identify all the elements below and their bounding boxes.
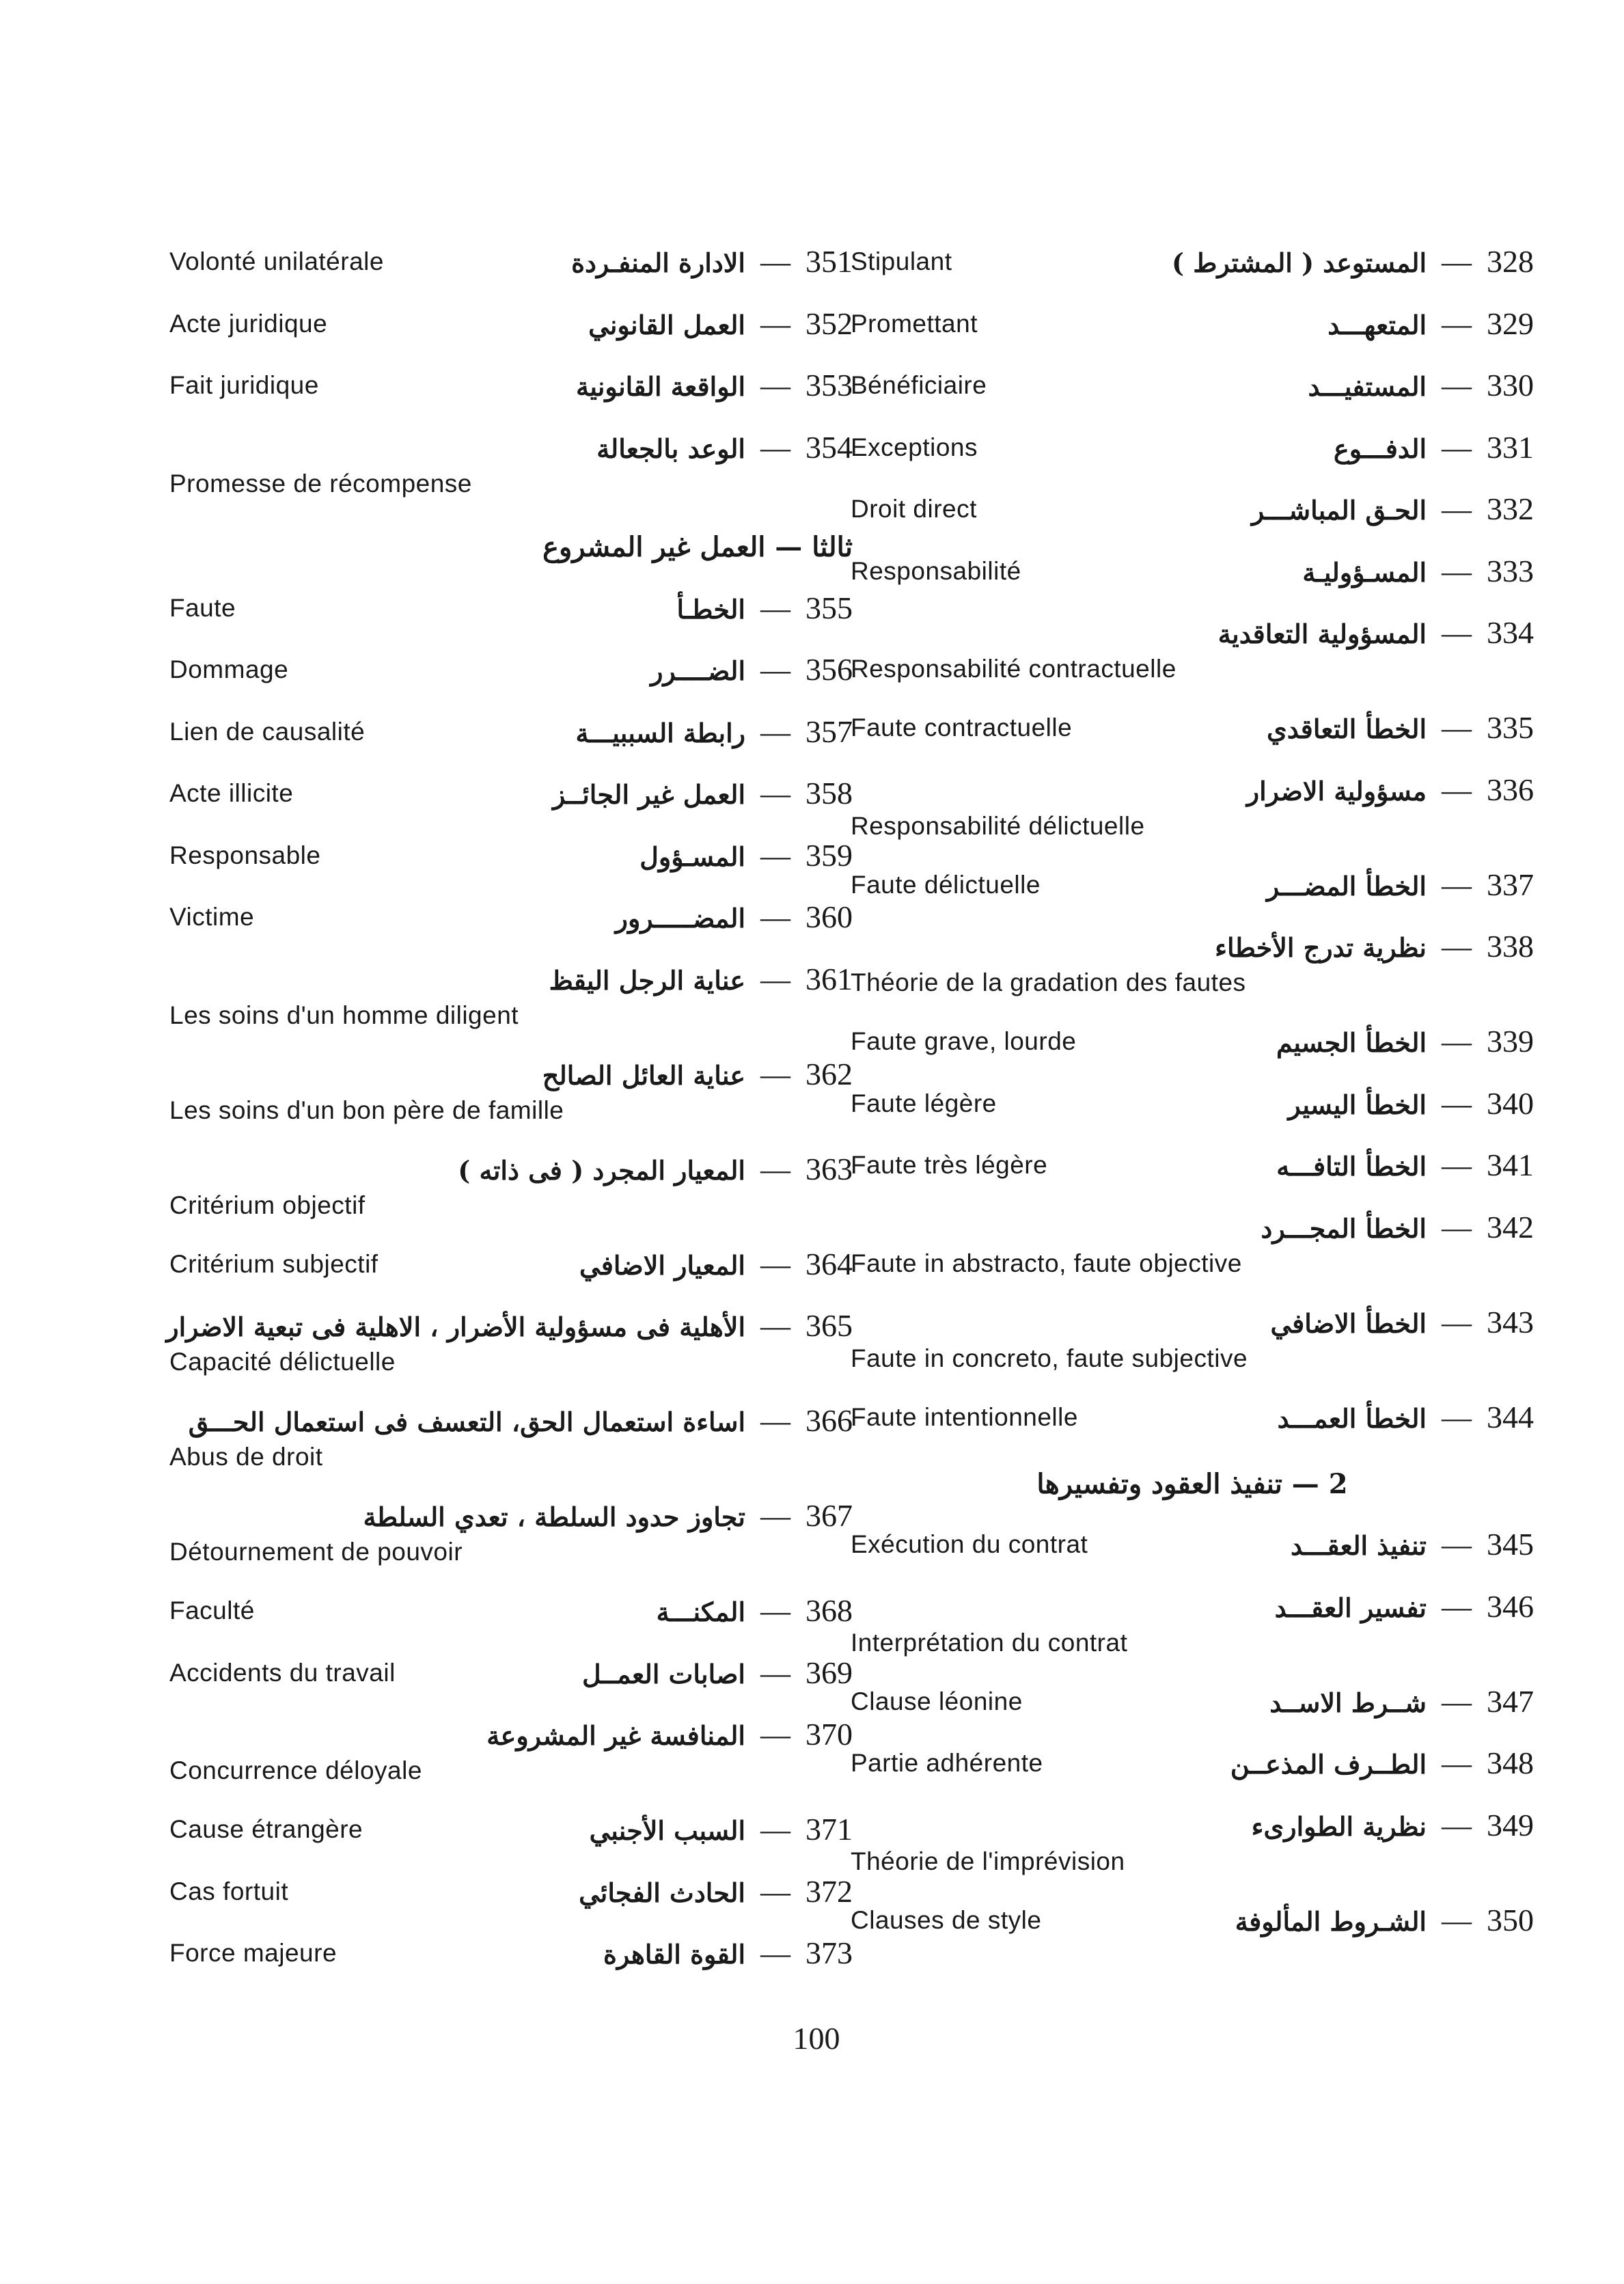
arabic-term: الخطأ اليسير: [1288, 1089, 1427, 1120]
arabic-term: المتعهـــد: [1327, 309, 1427, 340]
arabic-term-group: [542, 1056, 853, 1092]
arabic-term-group: [553, 775, 853, 811]
glossary-entry: [166, 1298, 853, 1393]
arabic-term-group: [1276, 1147, 1534, 1183]
glossary-entry: [851, 700, 1534, 762]
glossary-entry: [169, 234, 853, 296]
french-term: Critérium objectif: [169, 1191, 366, 1219]
glossary-entry: [851, 1389, 1534, 1452]
entry-number: 367: [806, 1498, 853, 1533]
separator-dash: —: [1442, 1210, 1472, 1245]
glossary-entry: [169, 1925, 853, 1987]
separator-dash: —: [1442, 1903, 1472, 1938]
separator-dash: —: [760, 777, 790, 811]
glossary-entry: [851, 420, 1534, 482]
glossary-entry: [851, 1199, 1534, 1294]
arabic-term: المنافسة غير المشروعة: [486, 1720, 745, 1751]
separator-dash: —: [760, 591, 790, 625]
arabic-term: تنفيذ العقـــد: [1291, 1530, 1427, 1561]
glossary-entry: [169, 828, 853, 890]
separator-dash: —: [760, 715, 790, 749]
french-term: Faculté: [169, 1596, 255, 1624]
arabic-term: المستوعد ( المشترط ): [1172, 247, 1427, 278]
arabic-term: اصابات العمــل: [581, 1658, 745, 1689]
arabic-term: الادارة المنفـردة: [571, 247, 745, 278]
entry-number: 332: [1487, 491, 1534, 526]
french-term: Fait juridique: [169, 371, 319, 399]
arabic-term-group: [1269, 1683, 1534, 1719]
separator-dash: —: [1442, 493, 1472, 526]
french-term: Faute in abstracto, faute objective: [851, 1249, 1242, 1277]
separator-dash: —: [1442, 307, 1472, 341]
arabic-term: المكنـــة: [656, 1596, 745, 1627]
arabic-term: العمل القانوني: [588, 309, 745, 340]
separator-dash: —: [1442, 369, 1472, 403]
entry-number: 334: [1487, 615, 1534, 650]
arabic-term: الضــــرر: [650, 655, 745, 686]
glossary-entry: [851, 357, 1534, 420]
arabic-term: المضـــــرور: [615, 903, 745, 934]
entry-number: 361: [806, 961, 853, 996]
arabic-term-group: [1291, 1526, 1534, 1562]
glossary-entry: [169, 1046, 853, 1141]
arabic-term-group: [1215, 928, 1534, 964]
french-term: Abus de droit: [169, 1443, 323, 1471]
separator-dash: —: [1442, 1400, 1472, 1435]
entry-number: 371: [806, 1812, 853, 1847]
separator-dash: —: [760, 1875, 790, 1909]
arabic-term: المسـؤول: [639, 841, 745, 872]
arabic-term-group: [189, 1402, 853, 1439]
separator-dash: —: [760, 1057, 790, 1091]
separator-dash: —: [760, 1656, 790, 1690]
french-term: Responsabilité délictuelle: [851, 811, 1145, 840]
arabic-term: الخطأ المضـــر: [1266, 870, 1427, 901]
arabic-term: المسـؤوليـة: [1302, 556, 1427, 588]
french-term: Lien de causalité: [169, 717, 366, 746]
separator-dash: —: [1442, 930, 1472, 964]
separator-dash: —: [1442, 245, 1472, 279]
separator-dash: —: [1442, 1149, 1472, 1182]
glossary-entry: [851, 481, 1534, 543]
separator-dash: —: [1442, 868, 1472, 902]
separator-dash: —: [760, 1247, 790, 1281]
french-term: Théorie de la gradation des fautes: [851, 968, 1246, 996]
arabic-term-group: [458, 1151, 853, 1187]
french-term: Faute intentionnelle: [851, 1402, 1078, 1431]
arabic-term-group: [1270, 1304, 1534, 1340]
glossary-entry: [169, 1583, 853, 1645]
separator-dash: —: [1442, 1025, 1472, 1059]
arabic-term: الخطأ التافـــه: [1276, 1151, 1427, 1182]
french-term: Victime: [169, 903, 255, 931]
entry-number: 360: [806, 899, 853, 934]
french-term: Accidents du travail: [169, 1658, 396, 1687]
arabic-term-group: [639, 837, 853, 873]
separator-dash: —: [760, 245, 790, 279]
separator-dash: —: [1442, 1590, 1472, 1624]
arabic-term-group: [1278, 1399, 1534, 1435]
glossary-entry: [169, 1864, 853, 1926]
entry-number: 363: [806, 1151, 853, 1186]
arabic-term: الدفـــوع: [1334, 433, 1427, 464]
glossary-entry: [851, 234, 1534, 296]
arabic-term: نظرية تدرج الأخطاء: [1215, 932, 1427, 963]
arabic-term: العمل غير الجائــز: [552, 779, 745, 810]
separator-dash: —: [760, 1813, 790, 1847]
arabic-term: اساءة استعمال الحق، التعسف فى استعمال الحـــق: [188, 1406, 745, 1437]
arabic-term: الطــرف المذعــن: [1230, 1749, 1427, 1780]
french-term: Faute très légère: [851, 1151, 1048, 1179]
glossary-entry: [851, 857, 1534, 919]
entry-number: 344: [1487, 1399, 1534, 1435]
french-term: Cas fortuit: [169, 1877, 289, 1905]
separator-dash: —: [1442, 554, 1472, 588]
arabic-term: شــرط الاســد: [1269, 1687, 1427, 1718]
entry-number: 364: [806, 1246, 853, 1281]
french-term: Droit direct: [851, 495, 977, 523]
glossary-entry: [851, 1892, 1534, 1955]
arabic-term: الخطأ الجسيم: [1276, 1027, 1427, 1058]
separator-dash: —: [760, 369, 790, 403]
separator-dash: —: [760, 1718, 790, 1752]
arabic-term-group: [1235, 1902, 1534, 1938]
french-term: Clauses de style: [851, 1905, 1042, 1934]
arabic-term-group: [1276, 1023, 1534, 1059]
arabic-term-group: [571, 243, 853, 280]
arabic-term-group: [588, 305, 853, 342]
separator-dash: —: [760, 901, 790, 934]
arabic-term-group: [603, 1935, 853, 1971]
entry-number: 330: [1487, 368, 1534, 403]
arabic-term-group: [1252, 491, 1534, 527]
separator-dash: —: [760, 1499, 790, 1533]
french-term: Acte juridique: [169, 309, 328, 338]
glossary-entry: [851, 762, 1534, 857]
page-number: 100: [793, 2021, 840, 2056]
entry-number: 358: [806, 776, 853, 811]
entry-number: 329: [1487, 305, 1534, 341]
arabic-term-group: [576, 713, 853, 750]
arabic-term-group: [657, 1592, 853, 1629]
arabic-term: القوة القاهرة: [603, 1939, 745, 1970]
arabic-term: المستفيـــد: [1308, 371, 1427, 402]
section-heading: ثالثا — العمل غير المشروع: [542, 531, 853, 563]
section-heading: 2 — تنفيذ العقود وتفسيرها: [1036, 1467, 1348, 1500]
arabic-term-group: [549, 961, 853, 997]
french-term: Faute légère: [851, 1089, 997, 1117]
entry-number: 366: [806, 1403, 853, 1438]
separator-dash: —: [1442, 1305, 1472, 1340]
entry-number: 370: [806, 1717, 853, 1752]
arabic-term-group: [1252, 1807, 1534, 1843]
entry-number: 356: [806, 652, 853, 687]
arabic-term-group: [579, 1246, 853, 1282]
glossary-entry: [169, 1645, 853, 1707]
entry-number: 348: [1487, 1745, 1534, 1780]
arabic-term: نظرية الطوارىء: [1251, 1810, 1427, 1842]
arabic-term: تفسير العقـــد: [1274, 1592, 1427, 1623]
french-term: Faute grave, lourde: [851, 1027, 1077, 1055]
glossary-entry: [169, 357, 853, 420]
french-term: Concurrence déloyale: [169, 1756, 422, 1784]
french-term: Responsabilité contractuelle: [851, 655, 1176, 683]
entry-number: 338: [1487, 929, 1534, 964]
entry-number: 339: [1487, 1024, 1534, 1059]
french-term: Faute: [169, 593, 236, 622]
separator-dash: —: [760, 307, 790, 341]
glossary-entry: [169, 296, 853, 358]
arabic-term-group: [1261, 1209, 1534, 1245]
entry-number: 341: [1487, 1147, 1534, 1182]
french-term: Exécution du contrat: [851, 1530, 1088, 1558]
entry-number: 343: [1487, 1304, 1534, 1340]
arabic-term-group: [1334, 429, 1534, 465]
arabic-term-group: [576, 367, 853, 403]
entry-number: 351: [806, 244, 853, 279]
french-term: Partie adhérente: [851, 1749, 1043, 1777]
entry-number: 368: [806, 1593, 853, 1628]
arabic-term-group: [1302, 553, 1534, 589]
arabic-term-group: [582, 1655, 853, 1691]
glossary-entry: [851, 543, 1534, 606]
entry-number: 336: [1487, 772, 1534, 807]
glossary-entry: [169, 704, 853, 766]
glossary-entry: [851, 1294, 1534, 1389]
arabic-term: الشـروط المألوفة: [1235, 1905, 1427, 1937]
glossary-entry: [169, 889, 853, 951]
glossary-entry: [169, 1236, 853, 1299]
french-term: Théorie de l'imprévision: [851, 1847, 1125, 1875]
entry-number: 349: [1487, 1807, 1534, 1843]
arabic-term: السبب الأجنبي: [589, 1815, 745, 1846]
arabic-term: الخطأ الاضافي: [1270, 1307, 1427, 1339]
arabic-term-group: [579, 1873, 853, 1909]
french-term: Volonté unilatérale: [169, 247, 384, 275]
glossary-entry: [169, 1141, 853, 1236]
french-term: Les soins d'un bon père de famille: [169, 1096, 564, 1124]
french-term: Critérium subjectif: [169, 1249, 379, 1278]
glossary-entry: [169, 1393, 853, 1488]
french-term: Dommage: [169, 655, 289, 683]
separator-dash: —: [760, 653, 790, 687]
glossary-entry: [169, 642, 853, 704]
french-term: Responsabilité: [851, 556, 1021, 585]
arabic-term: الخطأ المجـــرد: [1261, 1212, 1427, 1244]
entry-number: 359: [806, 837, 853, 873]
separator-dash: —: [760, 1594, 790, 1628]
arabic-term-group: [1267, 867, 1534, 903]
separator-dash: —: [1442, 1747, 1472, 1780]
glossary-entry: [169, 580, 853, 642]
entry-number: 373: [806, 1935, 853, 1970]
arabic-term-group: [616, 899, 853, 935]
entry-number: 353: [806, 368, 853, 403]
arabic-term-group: [1275, 1588, 1534, 1624]
french-term: Cause étrangère: [169, 1815, 363, 1843]
separator-dash: —: [1442, 773, 1472, 807]
glossary-entry: [169, 1707, 853, 1802]
entry-number: 365: [806, 1308, 853, 1343]
french-term: Promesse de récompense: [169, 469, 472, 498]
arabic-term: الحادث الفجائي: [579, 1877, 745, 1908]
separator-dash: —: [760, 1309, 790, 1343]
right-glossary-column: [851, 234, 1534, 1954]
french-term: Clause léonine: [851, 1687, 1023, 1715]
glossary-entry: [851, 1674, 1534, 1736]
arabic-term: المعيار المجرد ( فى ذاته ): [458, 1154, 745, 1186]
arabic-term: رابطة السببيـــة: [575, 717, 745, 748]
entry-number: 357: [806, 713, 853, 749]
arabic-term-group: [1247, 772, 1534, 808]
entry-number: 347: [1487, 1683, 1534, 1719]
french-term: Stipulant: [851, 247, 952, 275]
separator-dash: —: [1442, 1087, 1472, 1121]
entry-number: 369: [806, 1655, 853, 1690]
arabic-term-group: [1308, 367, 1534, 403]
french-term: Les soins d'un homme diligent: [169, 1001, 519, 1029]
arabic-term: الخطـأ: [676, 593, 745, 625]
arabic-term-group: [650, 651, 853, 688]
entry-number: 345: [1487, 1527, 1534, 1562]
arabic-term: المسؤولية التعاقدية: [1217, 618, 1427, 649]
french-term: Faute délictuelle: [851, 870, 1041, 899]
separator-dash: —: [1442, 616, 1472, 650]
arabic-term: الخطأ العمـــد: [1277, 1402, 1427, 1434]
arabic-term: الخطأ التعاقدي: [1266, 713, 1427, 744]
arabic-term: تجاوز حدود السلطة ، تعدي السلطة: [363, 1501, 745, 1532]
arabic-term-group: [1327, 305, 1534, 342]
entry-number: 362: [806, 1056, 853, 1091]
entry-number: 342: [1487, 1209, 1534, 1245]
arabic-term-group: [1172, 243, 1534, 280]
separator-dash: —: [760, 1152, 790, 1186]
french-term: Détournement de pouvoir: [169, 1538, 463, 1566]
separator-dash: —: [760, 962, 790, 996]
separator-dash: —: [1442, 1685, 1472, 1719]
separator-dash: —: [760, 431, 790, 465]
arabic-term-group: [596, 429, 853, 465]
glossary-entry: [851, 919, 1534, 1014]
separator-dash: —: [1442, 711, 1472, 745]
glossary-entry: [169, 1802, 853, 1864]
french-term: Faute in concreto, faute subjective: [851, 1344, 1248, 1372]
glossary-entry: [851, 1517, 1534, 1579]
glossary-entry: [169, 1488, 853, 1583]
entry-number: 350: [1487, 1902, 1534, 1938]
french-term: Exceptions: [851, 433, 978, 461]
entry-number: 372: [806, 1873, 853, 1909]
french-term: Capacité délictuelle: [169, 1348, 396, 1376]
entry-number: 337: [1487, 867, 1534, 902]
arabic-term: المعيار الاضافي: [579, 1249, 745, 1281]
separator-dash: —: [760, 1937, 790, 1970]
glossary-entry: [169, 951, 853, 1046]
glossary-entry: [169, 765, 853, 828]
entry-number: 352: [806, 305, 853, 341]
entry-number: 333: [1487, 553, 1534, 588]
french-term: Interprétation du contrat: [851, 1628, 1128, 1657]
separator-dash: —: [1442, 1528, 1472, 1562]
arabic-term: الوعد بالجعالة: [596, 433, 745, 464]
french-term: Promettant: [851, 309, 978, 338]
arabic-term-group: [486, 1716, 853, 1752]
separator-dash: —: [760, 1404, 790, 1438]
arabic-term: الواقعة القانونية: [576, 371, 745, 402]
entry-number: 340: [1487, 1085, 1534, 1121]
arabic-term: الحـق المباشـــر: [1251, 495, 1427, 526]
separator-dash: —: [1442, 1808, 1472, 1843]
arabic-term: عناية الرجل اليقظ: [549, 964, 745, 996]
glossary-entry: [851, 296, 1534, 358]
arabic-term-group: [590, 1811, 853, 1847]
entry-number: 335: [1487, 710, 1534, 745]
glossary-entry: [851, 1014, 1534, 1076]
arabic-term-group: [1288, 1085, 1534, 1121]
entry-number: 355: [806, 590, 853, 625]
glossary-entry: [851, 1076, 1534, 1138]
arabic-term-group: [1230, 1745, 1534, 1781]
glossary-entry: [851, 1735, 1534, 1797]
entry-number: 328: [1487, 244, 1534, 279]
french-term: Force majeure: [169, 1939, 338, 1967]
glossary-entry: [851, 1137, 1534, 1199]
entry-number: 331: [1487, 429, 1534, 465]
glossary-entry: [851, 1797, 1534, 1892]
arabic-term: مسؤولية الاضرار: [1246, 775, 1427, 806]
french-term: Responsable: [169, 841, 321, 869]
arabic-term-group: [363, 1497, 853, 1534]
glossary-entry: [851, 605, 1534, 700]
left-glossary-column: [166, 234, 853, 1987]
glossary-entry: [169, 420, 853, 515]
glossary-entry: [851, 1579, 1534, 1674]
arabic-term-group: [676, 590, 853, 626]
french-term: Bénéficiaire: [851, 371, 987, 399]
arabic-term-group: [166, 1307, 853, 1344]
arabic-term: عناية العائل الصالح: [542, 1059, 745, 1091]
separator-dash: —: [1442, 431, 1472, 465]
arabic-term: الأهلية فى مسؤولية الأضرار ، الاهلية فى تبعية الاضرار: [166, 1311, 745, 1342]
entry-number: 354: [806, 429, 853, 465]
arabic-term-group: [1267, 709, 1534, 746]
french-term: Faute contractuelle: [851, 713, 1073, 742]
separator-dash: —: [760, 839, 790, 873]
french-term: Acte illicite: [169, 779, 294, 807]
entry-number: 346: [1487, 1588, 1534, 1624]
arabic-term-group: [1218, 614, 1534, 651]
